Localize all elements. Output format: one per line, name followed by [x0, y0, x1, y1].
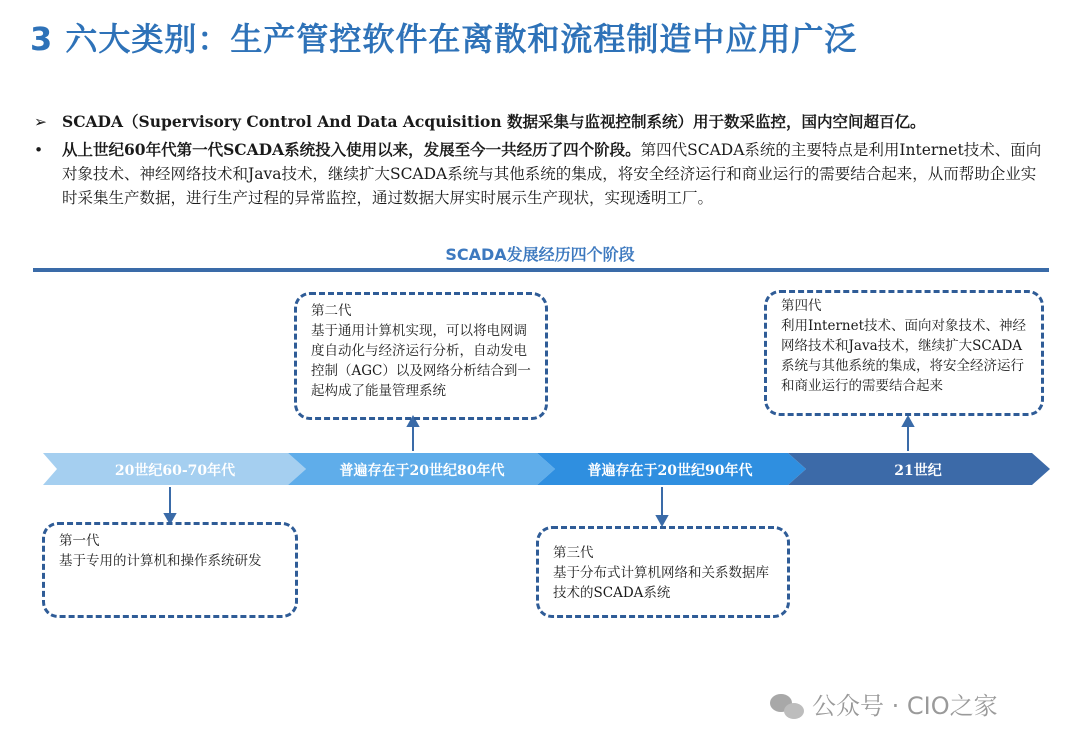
period-label-4: 21世纪 [894, 463, 942, 479]
generation-body: 利用Internet技术、面向对象技术、神经网络技术和Java技术，继续扩大SCADA系统与其他系统的集成，将安全经济运行和商业运行的需要结合起来 [781, 318, 1027, 394]
arrow-bullet-icon: ➢ [34, 113, 47, 131]
timeline-heading: SCADA发展经历四个阶段 [445, 245, 635, 264]
period-label-2: 普遍存在于20世纪80年代 [339, 463, 505, 479]
generation-box-3 [536, 526, 790, 618]
arrowhead-down-icon [657, 516, 667, 525]
period-label-3: 普遍存在于20世纪90年代 [587, 463, 753, 479]
bullet-body: 第四代SCADA系统的主要特点是利用Internet技术、面向对象技术、神经网络技术和Java技术，继续扩大SCADA系统与其他系统的集成，将安全经济运行和商业运行的需要结合起来，从而帮助企业实时采集生产数据，进行生产过程的异常监控，通过数据大屏实时展示生产现状，实现透明工厂。 [62, 141, 1042, 207]
generation-body: 基于分布式计算机网络和关系数据库技术的SCADA系统 [553, 565, 769, 601]
watermark-text: 公众号 · CIO之家 [812, 692, 998, 720]
generation-box-4 [764, 290, 1044, 416]
arrowhead-up-icon [903, 417, 913, 426]
page-title: 3 六大类别：生产管控软件在离散和流程制造中应用广泛 [30, 20, 858, 58]
generation-body: 基于通用计算机实现，可以将电网调度自动化与经济运行分析，自动发电控制（AGC）以及网络分析结合到一起构成了能量管理系统 [311, 323, 531, 399]
bullet-bold-lead: 从上世纪60年代第一代SCADA系统投入使用以来，发展至今一共经历了四个阶段。 [62, 140, 641, 159]
generation-title: 第二代 [311, 303, 352, 319]
generation-body: 基于专用的计算机和操作系统研发 [59, 553, 262, 569]
generation-box-1 [42, 522, 298, 618]
generation-box-2 [294, 292, 548, 420]
dot-bullet-icon: • [34, 141, 44, 159]
generation-title: 第四代 [781, 298, 822, 314]
generation-title: 第三代 [553, 545, 594, 561]
period-label-1: 20世纪60-70年代 [114, 463, 236, 479]
wechat-logo-icon [770, 694, 804, 719]
generation-title: 第一代 [59, 533, 100, 549]
bullet-text: SCADA（Supervisory Control And Data Acquisition 数据采集与监视控制系统）用于数采监控，国内空间超百亿。 [62, 112, 926, 131]
